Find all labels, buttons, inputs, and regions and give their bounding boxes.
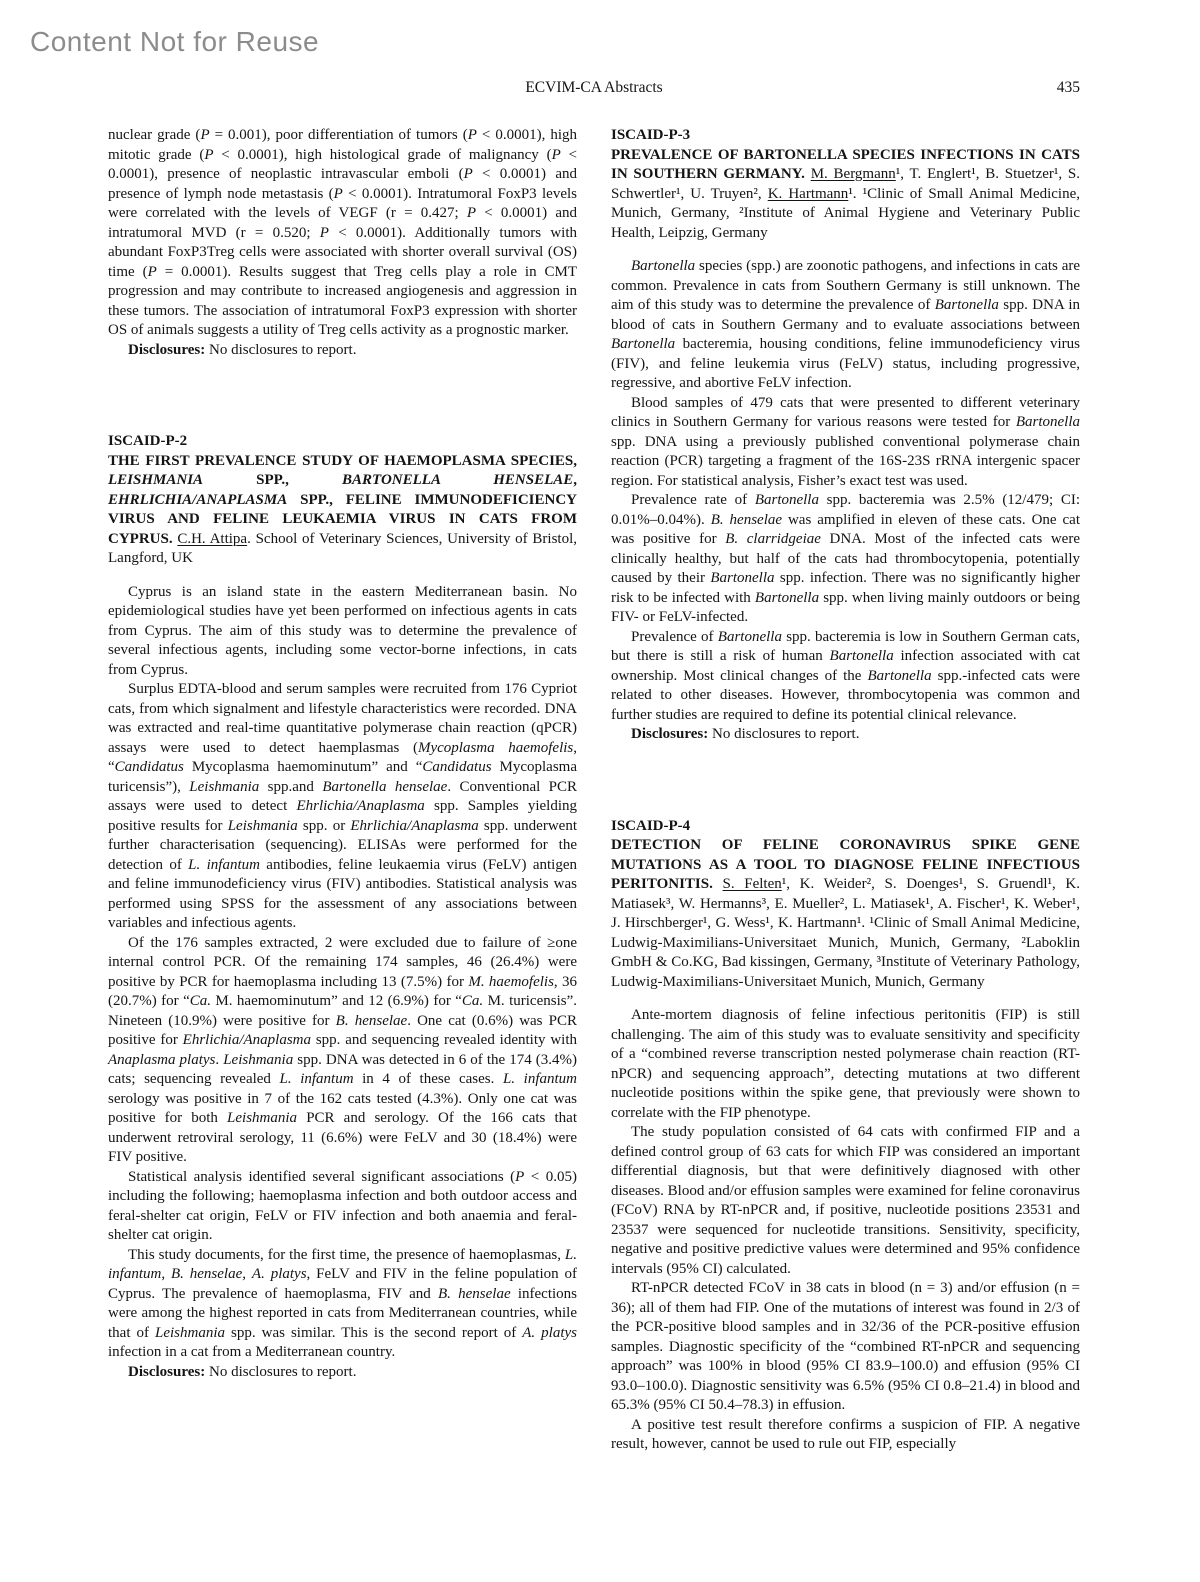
page-header: [108, 78, 1080, 98]
abstract-paragraph: Prevalence of Bartonella spp. bacteremia is low in Southern German cats, but there is still a risk of human Bartonella infection associated with cat ownership. Most clinical changes of the Bartonella spp.-infected cats were related to other diseases. However, thrombocytopenia was common and further studies are required to define its potential clinical relevance.: [611, 628, 1080, 723]
abstract-paragraph: Bartonella species (spp.) are zoonotic pathogens, and infections in cats are common. Prevalence in cats from Southern Germany is still unknown. The aim of this study was to determine the prevalence of Bartonella spp. DNA in blood of cats in Southern Germany and to evaluate associations between Bartonella bacteremia, housing conditions, feline immunodeficiency virus (FIV), and feline leukemia virus (FeLV) status, including progressive, regressive, and abortive FeLV infection.: [611, 258, 1080, 391]
right-column: [611, 126, 1080, 1455]
abstract-id: ISCAID-P-3: [611, 127, 691, 143]
abstract-title-authors: PREVALENCE OF BARTONELLA SPECIES INFECTIONS IN CATS IN SOUTHERN GERMANY. M. Bergmann¹, T. Englert¹, B. Stuetzer¹, S. Schwertler¹, U. Truyen², K. Hartmann¹. ¹Clinic of Small Animal Medicine, Munich, Germany, ²Institute of Animal Hygiene and Veterinary Public Health, Leipzig, Germany: [611, 146, 1080, 241]
abstract-paragraph: Ante-mortem diagnosis of feline infectious peritonitis (FIP) is still challenging. The aim of this study was to evaluate sensitivity and specificity of a “combined reverse transcription nested polymerase chain reaction (RT-nPCR) and sequencing approach”, detecting mutations at two different nucleotide positions within the spike gene, that previously were shown to correlate with the FIP phenotype.: [611, 1007, 1080, 1121]
abstract-paragraph: Disclosures: No disclosures to report.: [128, 341, 357, 358]
two-column-layout: [108, 126, 1080, 1455]
abstract-paragraph: The study population consisted of 64 cats with confirmed FIP and a defined control group of 63 cats for which FIP was considered an important differential diagnosis, but that were definitively diagnosed with other diseases. Blood and/or effusion samples were examined for feline coronavirus (FCoV) RNA by RT-nPCR and, if positive, nucleotide positions 23531 and 23537 were sequenced for nucleotide transitions. Sensitivity, specificity, negative and positive predictive values were determined and 95% confidence intervals (95% CI) calculated.: [611, 1124, 1080, 1277]
abstract-title-authors: DETECTION OF FELINE CORONAVIRUS SPIKE GENE MUTATIONS AS A TOOL TO DIAGNOSE FELINE INFECTIOUS PERITONITIS. S. Felten¹, K. Weider², S. Doenges¹, S. Gruendl¹, K. Matiasek³, W. Hermanns³, E. Mueller², L. Matiasek¹, A. Fischer¹, K. Weber¹, J. Hirschberger¹, G. Wess¹, K. Hartmann¹. ¹Clinic of Small Animal Medicine, Ludwig-Maximilians-Universitaet Munich, Munich, Germany, ²Laboklin GmbH & Co.KG, Bad kissingen, Germany, ³Institute of Veterinary Pathology, Ludwig-Maximilians-Universitaet Munich, Munich, Germany: [611, 837, 1081, 990]
abstract-section: [611, 817, 1080, 1455]
left-column: [108, 126, 577, 1382]
abstract-paragraph: A positive test result therefore confirms a suspicion of FIP. A negative result, however, cannot be used to rule out FIP, especially: [611, 1416, 1080, 1452]
abstract-title-authors: THE FIRST PREVALENCE STUDY OF HAEMOPLASMA SPECIES, LEISHMANIA SPP., BARTONELLA HENSELAE, EHRLICHIA/ANAPLASMA SPP., FELINE IMMUNODEFICIENCY VIRUS AND FELINE LEUKAEMIA VIRUS IN CATS FROM CYPRUS. C.H. Attipa. School of Veterinary Sciences, University of Bristol, Langford, UK: [108, 452, 578, 566]
abstract-paragraph: Disclosures: No disclosures to report.: [128, 1363, 357, 1380]
abstract-paragraph: Cyprus is an island state in the eastern Mediterranean basin. No epidemiological studies have yet been performed on infectious agents in cats from Cyprus. The aim of this study was to determine the prevalence of several infectious agents, including some vector-borne infections, in cats from Cyprus.: [108, 583, 577, 678]
abstract-paragraph: Disclosures: No disclosures to report.: [631, 726, 860, 742]
journal-title: ECVIM-CA Abstracts: [525, 79, 663, 96]
watermark-text: Content Not for Reuse: [30, 26, 320, 57]
abstract-paragraph: Statistical analysis identified several significant associations (P < 0.05) including the following; haemoplasma infection and both outdoor access and feral-shelter cat origin, FeLV or FIV infection and both anaemia and feral-shelter cat origin.: [108, 1168, 577, 1243]
abstract-section: [108, 432, 577, 1382]
abstract-section: [611, 126, 1080, 745]
abstract-paragraph: Blood samples of 479 cats that were presented to different veterinary clinics in Southern Germany for various reasons were tested for Bartonella spp. DNA using a previously published conventional polymerase chain reaction (PCR) targeting a fragment of the 16S-23S rRNA intergenic spacer region. For statistical analysis, Fisher’s exact test was used.: [611, 394, 1080, 489]
abstract-id: ISCAID-P-4: [611, 817, 691, 834]
abstract-paragraph: Prevalence rate of Bartonella spp. bacteremia was 2.5% (12/479; CI: 0.01%–0.04%). B. henselae was amplified in eleven of these cats. One cat was positive for B. clarridgeiae DNA. Most of the infected cats were clinically healthy, but half of the cats had thrombocytopenia, potentially caused by their Bartonella spp. infection. There was no significantly higher risk to be infected with Bartonella spp. when living mainly outdoors or being FIV- or FeLV-infected.: [611, 492, 1081, 625]
abstract-id: ISCAID-P-2: [108, 433, 188, 449]
abstract-paragraph: This study documents, for the first time, the presence of haemoplasmas, L. infantum, B. henselae, A. platys, FeLV and FIV in the feline population of Cyprus. The prevalence of haemoplasma, FIV and B. henselae infections were among the highest reported in cats from Mediterranean countries, while that of Leishmania spp. was similar. This is the second report of A. platys infection in a cat from a Mediterranean country.: [108, 1246, 578, 1360]
abstract-paragraph: nuclear grade (P = 0.001), poor differentiation of tumors (P < 0.0001), high mitotic grade (P < 0.0001), high histological grade of malignancy (P < 0.0001), presence of neoplastic intravascular emboli (P < 0.0001) and presence of lymph node metastasis (P < 0.0001). Intratumoral FoxP3 levels were correlated with the levels of VEGF (r = 0.427; P < 0.0001) and intratumoral MVD (r = 0.520; P < 0.0001). Additionally tumors with abundant FoxP3Treg cells were associated with shorter overall survival (OS) time (P = 0.0001). Results suggest that Treg cells play a role in CMT progression and may contribute to increased angiogenesis and aggression in these tumors. The association of intratumoral FoxP3 expression with shorter OS of animals suggests a utility of Treg cells activity as a prognostic marker.: [108, 127, 578, 338]
abstract-section: [108, 126, 577, 360]
abstract-paragraph: Of the 176 samples extracted, 2 were excluded due to failure of ≥one internal control PCR. Of the remaining 174 samples, 46 (26.4%) were positive by PCR for haemoplasma including 13 (7.5%) for M. haemofelis, 36 (20.7%) for “Ca. M. haemominutum” and 12 (6.9%) for “Ca. M. turicensis”. Nineteen (10.9%) were positive for B. henselae. One cat (0.6%) was PCR positive for Ehrlichia/Anaplasma spp. and sequencing revealed identity with Anaplasma platys. Leishmania spp. DNA was detected in 6 of the 174 (3.4%) cats; sequencing revealed L. infantum in 4 of these cases. L. infantum serology was positive in 7 of the 162 cats tested (4.3%). Only one cat was positive for both Leishmania PCR and serology. Of the 166 cats that underwent retroviral serology, 11 (6.6%) were FeLV and 30 (18.4%) were FIV positive.: [108, 934, 578, 1165]
abstract-paragraph: Surplus EDTA-blood and serum samples were recruited from 176 Cypriot cats, from which signalment and lifestyle characteristics were recorded. DNA was extracted and real-time quantitative polymerase chain reaction (qPCR) assays were used to detect haemplasmas (Mycoplasma haemofelis, “Candidatus Mycoplasma haemominutum” and “Candidatus Mycoplasma turicensis”), Leishmania spp.and Bartonella henselae. Conventional PCR assays were used to detect Ehrlichia/Anaplasma spp. Samples yielding positive results for Leishmania spp. or Ehrlichia/Anaplasma spp. underwent further characterisation (sequencing). ELISAs were performed for the detection of L. infantum antibodies, feline leukaemia virus (FeLV) antigen and feline immunodeficiency virus (FIV) antibodies. Statistical analysis was performed using SPSS for the assessment of any associations between variables and infectious agents.: [108, 681, 578, 931]
page-number: 435: [1056, 79, 1080, 96]
abstract-paragraph: RT-nPCR detected FCoV in 38 cats in blood (n = 3) and/or effusion (n = 36); all of them had FIP. One of the mutations of interest was found in 2/3 of the PCR-positive blood samples and in 32/36 of the PCR-positive effusion samples. Diagnostic specificity of the “combined RT-nPCR and sequencing approach” was 100% in blood (95% CI 83.9–100.0) and effusion (95% CI 93.0–100.0). Diagnostic sensitivity was 6.5% (95% CI 0.8–21.4) in blood and 65.3% (95% CI 50.4–78.3) in effusion.: [611, 1280, 1080, 1413]
